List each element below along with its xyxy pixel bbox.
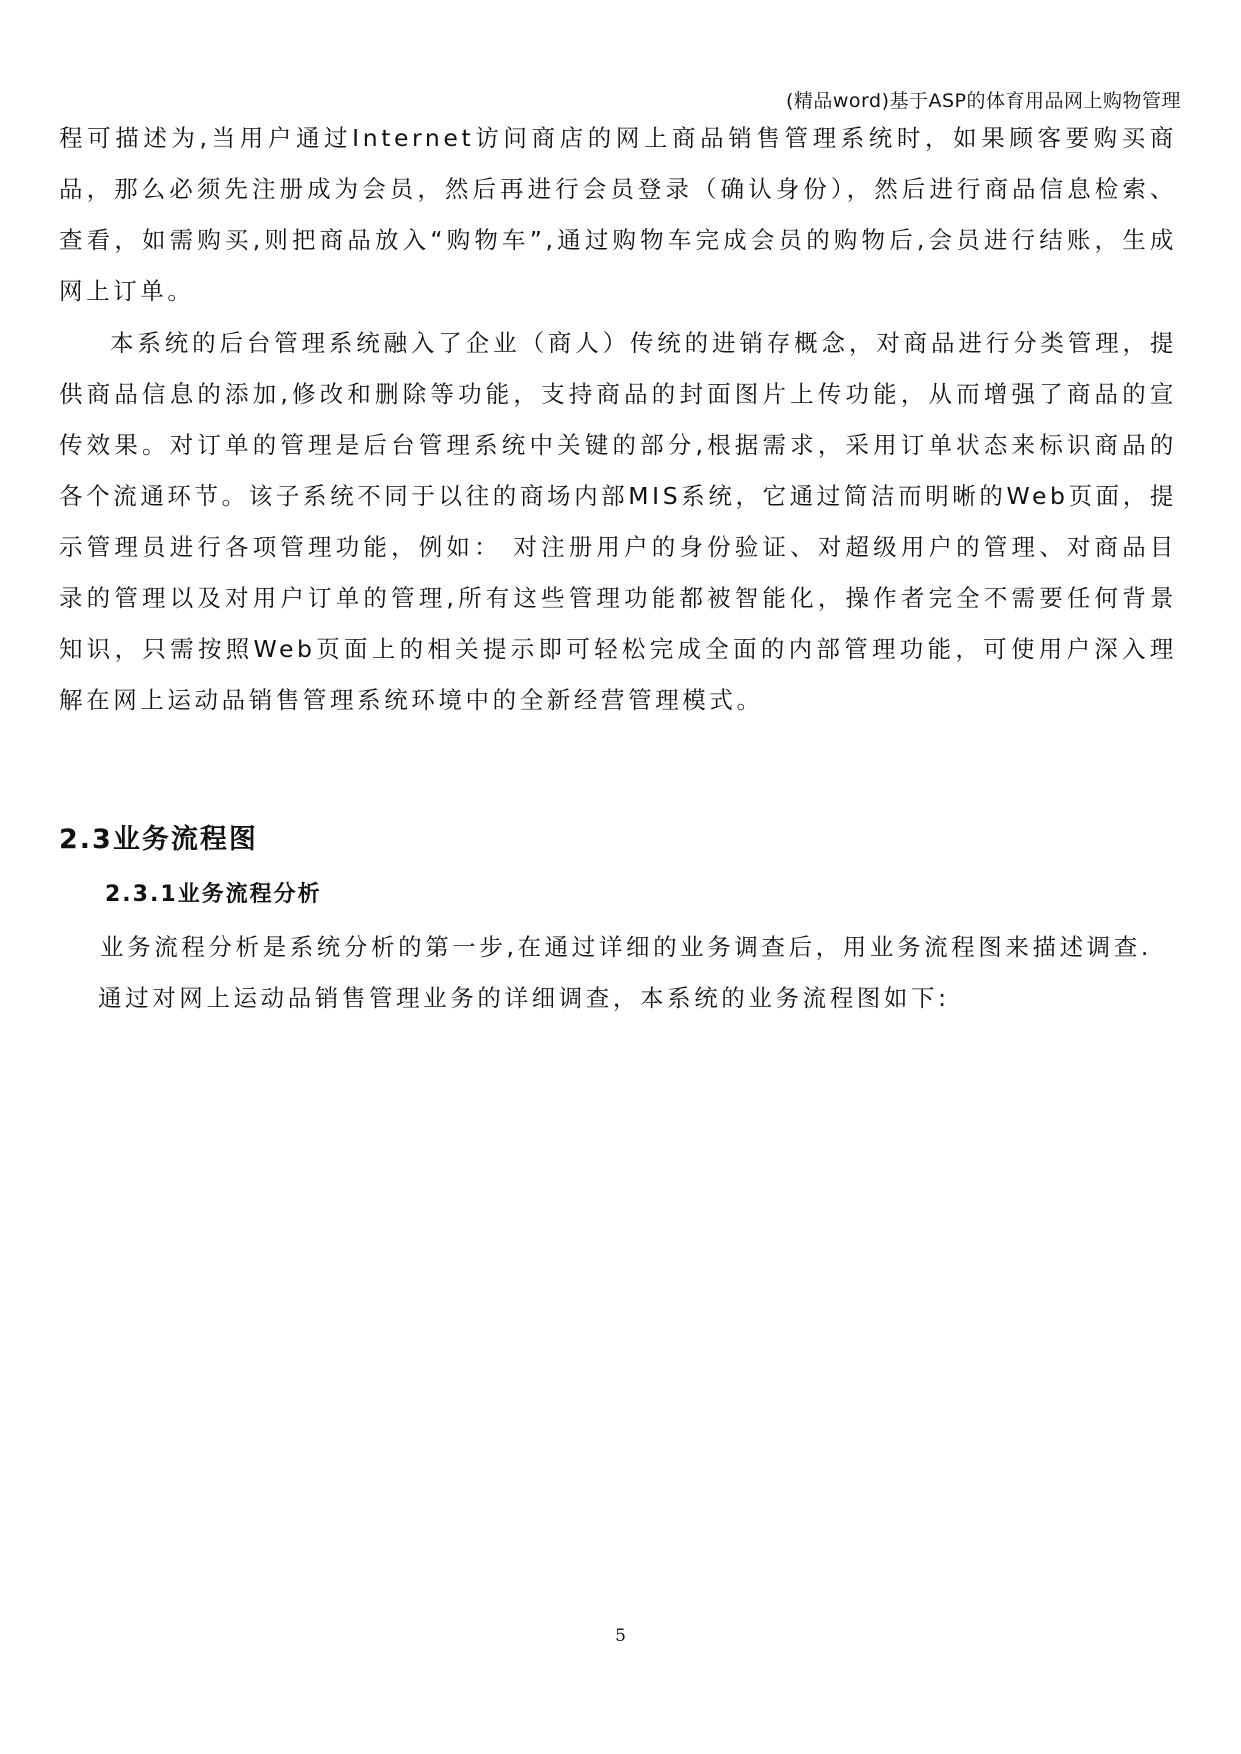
page-number: 5 [615, 1626, 626, 1646]
body-paragraph-3-line-2: 通过对网上运动品销售管理业务的详细调查，本系统的业务流程图如下: [98, 984, 950, 1012]
body-paragraph-3-line-1: 业务流程分析是系统分析的第一步,在通过详细的业务调查后，用业务流程图来描述调查. [100, 933, 1152, 961]
body-paragraph-3 [100, 922, 1180, 1024]
section-heading: 2.3业务流程图 [59, 824, 258, 855]
subsection-heading: 2.3.1业务流程分析 [105, 882, 322, 907]
body-paragraph-2: 本系统的后台管理系统融入了企业（商人）传统的进销存概念，对商品进行分类管理，提供商品信息的添加,修改和删除等功能，支持商品的封面图片上传功能，从而增强了商品的宣传效果。对订单的管理是后台管理系统中关键的部分,根据需求，采用订单状态来标识商品的各个流通环节。该子系统不同于以往的商场内部MIS系统，它通过简洁而明晰的Web页面，提示管理员进行各项管理功能，例如： 对注册用户的身份验证、对超级用户的管理、对商品目录的管理以及对用户订单的管理,所有这些管理功能都被智能化，操作者完全不需要任何背景知识，只需按照Web页面上的相关提示即可轻松完成全面的内部管理功能，可使用户深入理解在网上运动品销售管理系统环境中的全新经营管理模式。 [59, 329, 1177, 714]
body-paragraph-1: 程可描述为,当用户通过Internet访问商店的网上商品销售管理系统时，如果顾客要购买商品，那么必须先注册成为会员，然后再进行会员登录（确认身份），然后进行商品信息检索、查看，如需购买,则把商品放入“购物车”,通过购物车完成会员的购物后,会员进行结账，生成网上订单。 [59, 124, 1177, 305]
page-header: (精品word)基于ASP的体育用品网上购物管理 [785, 90, 1181, 112]
